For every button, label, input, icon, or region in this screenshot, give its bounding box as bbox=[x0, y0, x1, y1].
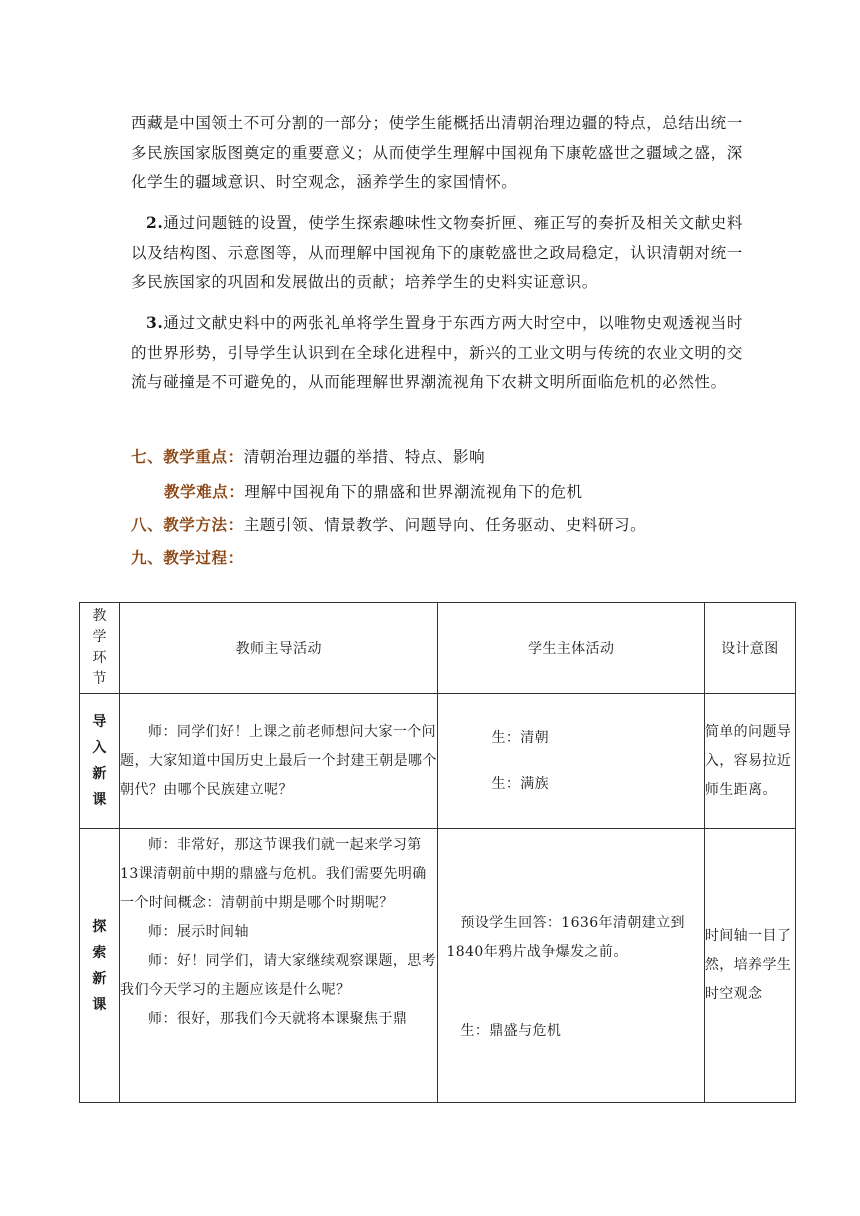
teaching-key-points bbox=[131, 444, 485, 470]
methods-text: 主题引领、情景教学、问题导向、任务驱动、史料研习。 bbox=[243, 516, 647, 534]
table-row bbox=[80, 829, 796, 1103]
key-points-text: 清朝治理边疆的举措、特点、影响 bbox=[243, 448, 486, 466]
methods-label: 八、教学方法： bbox=[131, 515, 244, 534]
teaching-difficult-points bbox=[164, 479, 583, 505]
student-activity-cell: 预设学生回答：1636年清朝建立到1840年鸦片战争爆发之前。 生：鼎盛与危机 bbox=[438, 829, 704, 1103]
objective-paragraph-3: 3.通过文献史料中的两张礼单将学生置身于东西方两大时空中，以唯物史观透视当时的世界形势，引导学生认识到在全球化进程中，新兴的工业文明与传统的农业文明的交流与碰撞是不可避免的，从而能理解世界潮流视角下农耕文明所面临危机的必然性。 bbox=[131, 313, 743, 391]
teaching-process-heading: 九、教学过程： bbox=[131, 548, 244, 567]
header-stage: 教学环节 bbox=[80, 603, 120, 694]
design-intent-cell: 简单的问题导入，容易拉近师生距离。 bbox=[704, 694, 795, 829]
key-points-label: 七、教学重点： bbox=[131, 447, 244, 466]
design-intent-cell: 时间轴一目了然，培养学生时空观念 bbox=[704, 829, 795, 1103]
teacher-activity-cell: 师：非常好，那这节课我们就一起来学习第13课清朝前中期的鼎盛与危机。我们需要先明确一个时间概念：清朝前中期是哪个时期呢？ 师：展示时间轴 师：好！同学们，请大家继续观察课题，思考我们今天学习的主题应该是什么呢？ 师：很好，那我们今天就将本课聚焦于鼎 bbox=[120, 829, 438, 1103]
header-intent: 设计意图 bbox=[704, 603, 795, 694]
teacher-activity-cell: 师：同学们好！上课之前老师想问大家一个问题，大家知道中国历史上最后一个封建王朝是哪个朝代？由哪个民族建立呢？ bbox=[120, 694, 438, 829]
header-student: 学生主体活动 bbox=[438, 603, 704, 694]
table-row bbox=[80, 694, 796, 829]
difficult-points-label: 教学难点： bbox=[164, 482, 245, 501]
objective-paragraph-2: 2.通过问题链的设置，使学生探索趣味性文物奏折匣、雍正写的奏折及相关文献史料以及结构图、示意图等，从而理解中国视角下的康乾盛世之政局稳定，认识清朝对统一多民族国家的巩固和发展做出的贡献；培养学生的史料实证意识。 bbox=[131, 213, 743, 291]
difficult-points-text: 理解中国视角下的鼎盛和世界潮流视角下的危机 bbox=[244, 483, 583, 501]
objective-paragraph-1: 西藏是中国领土不可分割的一部分；使学生能概括出清朝治理边疆的特点，总结出统一多民族国家版图奠定的重要意义；从而使学生理解中国视角下康乾盛世之疆域之盛，深化学生的疆域意识、时空观念，涵养学生的家国情怀。 bbox=[131, 114, 743, 191]
teaching-process-table bbox=[79, 602, 796, 1103]
header-teacher: 教师主导活动 bbox=[120, 603, 438, 694]
student-activity-cell: 生：清朝 生：满族 bbox=[438, 694, 704, 829]
teaching-methods bbox=[131, 512, 646, 538]
table-header-row bbox=[80, 603, 796, 694]
stage-cell: 探索新课 bbox=[80, 829, 120, 1103]
stage-cell: 导入新课 bbox=[80, 694, 120, 829]
